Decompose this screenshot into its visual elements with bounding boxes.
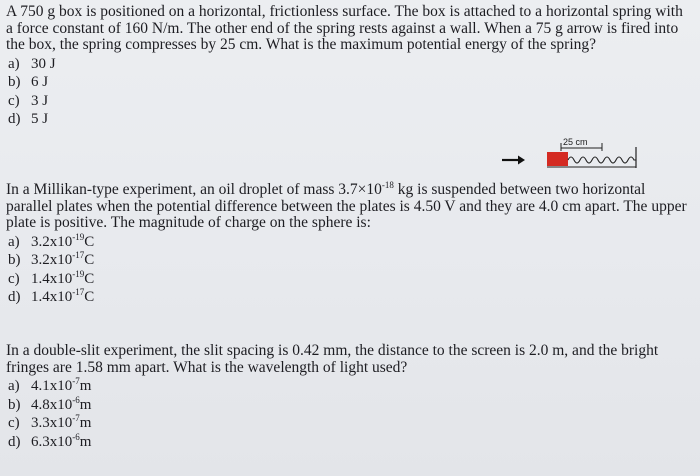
option-b[interactable]: b) 6 J (8, 74, 49, 90)
question-2 (6, 179, 690, 307)
option-a[interactable]: a) $4.1x10^{-7}m$ (8, 376, 92, 394)
option-a[interactable]: a) 30 J (8, 55, 56, 72)
question-2-options (6, 233, 690, 307)
question-1-stem: A 750 g box is positioned on a horizontal, frictionless surface. The box is attached to a horizontal spring with a force constant of 160 N/m. The other end of the spring rests against a wall. When a 75 g arrow is fired into the box, the spring compresses by 25 cm. What is the maximum potential energy of the spring? (6, 3, 683, 53)
option-c[interactable]: c) $1.4x10^{-19}C$ (8, 268, 95, 287)
question-3-stem: In a double-slit experiment, the slit spacing is 0.42 mm, the distance to the screen is 2.0 m, and the bright fringes are 1.58 mm apart. What is the wavelength of light used? (6, 342, 659, 376)
option-d[interactable]: d) 5 J (8, 111, 49, 127)
question-2-stem: In a Millikan-type experiment, an oil droplet of mass $3.7\times 10^{-18}$ kg is suspended between two horizontal parallel plates when the potential difference between the plates is 4.50 V and they are 4.0 cm apart. The upper plate is positive. The magnitude of charge on the sphere is: (6, 179, 687, 231)
spring-coil (568, 157, 636, 163)
option-b[interactable]: b) $3.2x10^{-17}C$ (8, 250, 95, 268)
question-3-options (6, 377, 690, 451)
question-1 (6, 4, 690, 129)
option-d[interactable]: d) $6.3x10^{-6}m$ (8, 431, 92, 450)
option-c[interactable]: c) $3.3x10^{-7}m$ (8, 413, 92, 431)
option-a[interactable]: a) $3.2x10^{-19}C$ (8, 231, 95, 250)
option-b[interactable]: b) $4.8x10^{-6}m$ (8, 394, 92, 413)
option-c[interactable]: c) 3 J (8, 92, 49, 109)
question-3 (6, 343, 690, 451)
option-d[interactable]: d) $1.4x10^{-17}C$ (8, 287, 95, 305)
dimension-bracket (561, 143, 602, 151)
arrow-icon (502, 156, 525, 165)
box-block (547, 152, 568, 166)
question-1-options (6, 55, 690, 129)
dimension-label: 25 cm (563, 137, 588, 147)
